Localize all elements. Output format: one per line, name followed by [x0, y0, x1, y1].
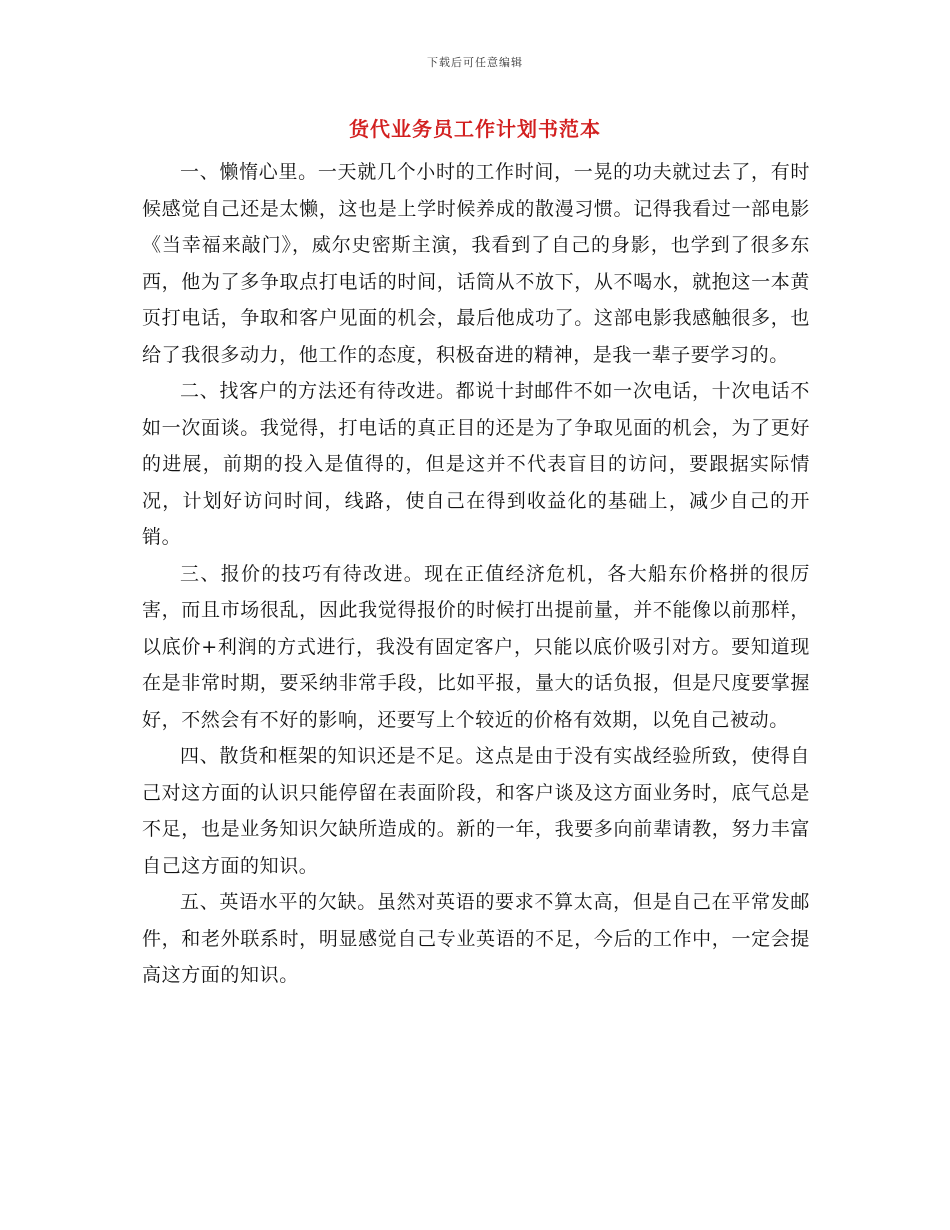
paragraph-2: 二、找客户的方法还有待改进。都说十封邮件不如一次电话，十次电话不如一次面谈。我觉得，打电话的真正目的还是为了争取见面的机会，为了更好的进展，前期的投入是值得的，但是这并不代表盲目的访问，要跟据实际情况，计划好访问时间，线路，使自己在得到收益化的基础上，减少自己的开销。 — [142, 380, 810, 548]
paragraph-1: 一、懒惰心里。一天就几个小时的工作时间，一晃的功夫就过去了，有时候感觉自己还是太懒，这也是上学时候养成的散漫习惯。记得我看过一部电影《当幸福来敲门》，威尔史密斯主演，我看到了自己的身影，也学到了很多东西，他为了多争取点打电话的时间，话筒从不放下，从不喝水，就抱这一本黄页打电话，争取和客户见面的机会，最后他成功了。这部电影我感触很多，也给了我很多动力，他工作的态度，积极奋进的精神，是我一辈子要学习的。 — [142, 161, 810, 366]
page-header: 下载后可任意编辑 — [427, 56, 523, 69]
document-body — [142, 154, 810, 994]
paragraph-3: 三、报价的技巧有待改进。现在正值经济危机，各大船东价格拼的很厉害，而且市场很乱，因此我觉得报价的时候打出提前量，并不能像以前那样，以底价+利润的方式进行，我没有固定客户，只能以底价吸引对方。要知道现在是非常时期，要采纳非常手段，比如平报，量大的话负报，但是尺度要掌握好，不然会有不好的影响，还要写上个较近的价格有效期，以免自己被动。 — [142, 562, 810, 731]
paragraph-4: 四、散货和框架的知识还是不足。这点是由于没有实战经验所致，使得自己对这方面的认识只能停留在表面阶段，和客户谈及这方面业务时，底气总是不足，也是业务知识欠缺所造成的。新的一年，我要多向前辈请教，努力丰富自己这方面的知识。 — [142, 745, 810, 877]
document-title: 货代业务员工作计划书范本 — [349, 117, 601, 141]
paragraph-5: 五、英语水平的欠缺。虽然对英语的要求不算太高，但是自己在平常发邮件，和老外联系时，明显感觉自己专业英语的不足，今后的工作中，一定会提高这方面的知识。 — [142, 891, 810, 986]
